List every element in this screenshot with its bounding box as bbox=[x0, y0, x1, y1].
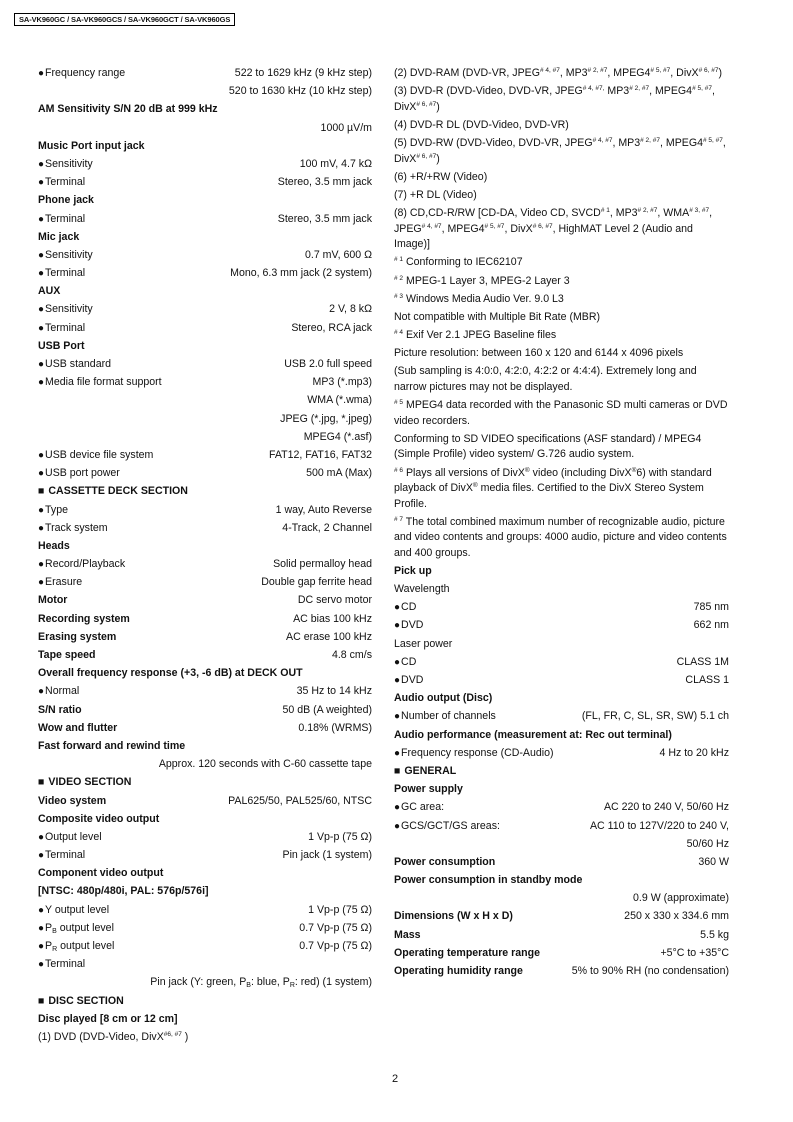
spec-value: CLASS 1 bbox=[685, 674, 729, 686]
spec-paragraph: (3) DVD-R (DVD-Video, DVD-VR, $JPEG^{\# 4, \#7,}$ $MP3^{\# 2, \#7}$, $MPEG4^{\# 5, \#7}$, DivX$^{\# 6, \#7}$) bbox=[394, 85, 715, 113]
spec-row bbox=[394, 655, 729, 671]
spec-label: Operating humidity range bbox=[394, 965, 523, 977]
section-heading bbox=[38, 775, 372, 791]
spec-label: ● Output level bbox=[38, 830, 102, 846]
spec-paragraph: $^{\# 4}$ Exif Ver 2.1 JPEG Baseline files bbox=[394, 329, 557, 342]
spec-value: AC bias 100 kHz bbox=[293, 612, 372, 625]
spec-paragraph: $^{\# 1}$ Conforming to IEC62107 bbox=[394, 256, 523, 269]
spec-value: Pin jack (1 system) bbox=[282, 849, 372, 862]
spec-row bbox=[38, 393, 372, 409]
spec-row bbox=[38, 84, 372, 100]
spec-heading: Phone jack bbox=[38, 194, 94, 207]
spec-label: ● Frequency response (CD-Audio) bbox=[394, 746, 554, 762]
spec-paragraph: (5) DVD-RW (DVD-Video, DVD-VR, $JPEG^{\# 4, \#7}$, $MP3^{\# 2, \#7}$, $MPEG4^{\# 5, \#7}$, DivX$^{\# 6, \#7}$) bbox=[394, 137, 726, 165]
spec-row bbox=[38, 794, 372, 810]
spec-paragraph: (4) DVD-R DL (DVD-Video, DVD-VR) bbox=[394, 118, 569, 131]
spec-label: ● Erasure bbox=[38, 575, 82, 591]
spec-label: ● Terminal bbox=[38, 175, 85, 191]
spec-row bbox=[394, 928, 729, 944]
spec-row bbox=[38, 175, 372, 191]
spec-heading: USB Port bbox=[38, 339, 85, 352]
spec-paragraph: Picture resolution: between 160 x 120 and 6144 x 4096 pixels bbox=[394, 347, 684, 360]
spec-value: AC erase 100 kHz bbox=[286, 630, 372, 643]
spec-value: Pin jack (Y: green, $P_B$: blue, $P_R$: red) (1 system) bbox=[150, 976, 372, 990]
spec-row bbox=[38, 302, 372, 318]
spec-row bbox=[394, 618, 729, 634]
spec-label: ● Terminal bbox=[38, 266, 85, 282]
spec-value: DC servo motor bbox=[297, 594, 372, 607]
spec-value: 520 to 1630 kHz (10 kHz step) bbox=[228, 85, 372, 98]
spec-value: 250 x 330 x 334.6 mm bbox=[624, 910, 729, 923]
spec-heading: Power supply bbox=[394, 783, 463, 796]
spec-label: Motor bbox=[38, 594, 68, 607]
spec-row bbox=[394, 891, 729, 907]
page-number: 2 bbox=[392, 1073, 399, 1085]
spec-row bbox=[38, 721, 372, 737]
spec-label: ● Type bbox=[38, 503, 68, 519]
spec-label: Dimensions (W x H x D) bbox=[394, 910, 513, 923]
spec-label: Video system bbox=[38, 794, 107, 807]
section-title: ■ DISC SECTION bbox=[38, 994, 124, 1010]
spec-row bbox=[394, 673, 729, 689]
spec-value: 4.8 cm/s bbox=[331, 649, 372, 661]
spec-paragraph: Wavelength bbox=[394, 583, 450, 596]
spec-value: 50 dB (A weighted) bbox=[282, 703, 372, 716]
section-title: ■ VIDEO SECTION bbox=[38, 775, 131, 791]
spec-value: AC 110 to 127V/220 to 240 V, bbox=[589, 819, 729, 832]
spec-row bbox=[38, 121, 372, 137]
spec-row bbox=[394, 946, 729, 962]
spec-value: Stereo, 3.5 mm jack bbox=[277, 176, 372, 189]
spec-heading: Heads bbox=[38, 539, 70, 552]
spec-row bbox=[38, 975, 372, 991]
spec-paragraph: $^{\# 5}$ MPEG4 data recorded with the Panasonic SD multi cameras or DVD video recorders. bbox=[394, 399, 728, 427]
spec-paragraph: (6) +R/+RW (Video) bbox=[394, 170, 488, 183]
spec-label: ● Media file format support bbox=[38, 375, 162, 391]
spec-label: ● Record/Playback bbox=[38, 557, 125, 573]
spec-paragraph: (Sub sampling is 4:0:0, 4:2:0, 4:2:2 or 4:4:4). Extremely long and narrow pictures may not be displayed. bbox=[394, 365, 697, 393]
spec-label: ● Terminal bbox=[38, 957, 85, 973]
spec-row bbox=[394, 600, 729, 616]
spec-heading: Fast forward and rewind time bbox=[38, 739, 186, 752]
spec-label: ● Track system bbox=[38, 521, 108, 537]
spec-value: 2 V, 8 kΩ bbox=[329, 303, 372, 316]
spec-value: 1 Vp-p (75 Ω) bbox=[308, 830, 372, 843]
spec-row bbox=[38, 612, 372, 628]
spec-label: Wow and flutter bbox=[38, 721, 118, 734]
spec-value: 4 Hz to 20 kHz bbox=[659, 746, 729, 759]
spec-heading: [NTSC: 480p/480i, PAL: 576p/576i] bbox=[38, 885, 209, 898]
spec-label: S/N ratio bbox=[38, 703, 82, 716]
spec-value: +5°C to +35°C bbox=[660, 946, 729, 959]
spec-row bbox=[394, 746, 729, 762]
spec-row bbox=[394, 855, 729, 871]
spec-paragraph: (7) +R DL (Video) bbox=[394, 188, 477, 201]
spec-row bbox=[38, 430, 372, 446]
spec-row bbox=[38, 593, 372, 609]
spec-row bbox=[38, 412, 372, 428]
spec-paragraph: Not compatible with Multiple Bit Rate (MBR) bbox=[394, 310, 601, 323]
spec-row bbox=[38, 648, 372, 664]
spec-row bbox=[38, 248, 372, 264]
spec-label: ● Frequency range bbox=[38, 66, 125, 82]
spec-paragraph: $^{\# 6}$ Plays all versions of DivX® video (including DivX®6) with standard playback of DivX® media files. Certified to the DivX Stereo System Profile. bbox=[394, 466, 712, 510]
spec-label: ● Sensitivity bbox=[38, 302, 93, 318]
spec-paragraph: (1) DVD (DVD-Video, DivX$^{\#6, \#7}$ ) bbox=[38, 1030, 189, 1043]
spec-value: 1 way, Auto Reverse bbox=[275, 503, 372, 516]
spec-row bbox=[38, 757, 372, 773]
spec-label: ● USB standard bbox=[38, 357, 111, 373]
spec-heading: Composite video output bbox=[38, 812, 160, 825]
spec-paragraph: (2) DVD-RAM (DVD-VR, $JPEG^{\# 4, \#7}$, $MP3^{\# 2, \#7}$, $MPEG4^{\# 5, \#7}$, DivX$^{\# 6, \#7}$) bbox=[394, 67, 722, 79]
spec-row bbox=[38, 830, 372, 846]
spec-heading: Audio performance (measurement at: Rec out terminal) bbox=[394, 728, 672, 741]
spec-value: 522 to 1629 kHz (9 kHz step) bbox=[234, 67, 372, 79]
spec-label: Operating temperature range bbox=[394, 946, 540, 959]
spec-row bbox=[38, 357, 372, 373]
spec-label: ● Terminal bbox=[38, 212, 85, 228]
spec-label: ● $P_B$ output level bbox=[38, 921, 114, 937]
spec-value: MP3 (*.mp3) bbox=[312, 376, 372, 389]
spec-value: 360 W bbox=[698, 855, 729, 868]
spec-label: ● Number of channels bbox=[394, 709, 496, 725]
spec-row bbox=[38, 157, 372, 173]
spec-label: ● DVD bbox=[394, 673, 423, 689]
spec-value: MPEG4 (*.asf) bbox=[303, 430, 372, 443]
spec-value: Solid permalloy head bbox=[273, 558, 372, 571]
spec-row bbox=[38, 557, 372, 573]
spec-row bbox=[38, 212, 372, 228]
spec-value: 0.7 Vp-p (75 Ω) bbox=[299, 921, 372, 934]
spec-row bbox=[38, 630, 372, 646]
spec-heading: AM Sensitivity S/N 20 dB at 999 kHz bbox=[38, 103, 218, 116]
section-title: ■ CASSETTE DECK SECTION bbox=[38, 484, 188, 500]
spec-heading: Overall frequency response (+3, -6 dB) at DECK OUT bbox=[38, 667, 303, 680]
spec-heading: Audio output (Disc) bbox=[394, 692, 493, 705]
spec-value: Stereo, RCA jack bbox=[291, 321, 372, 334]
spec-label: ● $P_R$ output level bbox=[38, 939, 114, 955]
spec-value: (FL, FR, C, SL, SR, SW) 5.1 ch bbox=[581, 710, 729, 723]
spec-value: USB 2.0 full speed bbox=[284, 358, 372, 370]
spec-value: CLASS 1M bbox=[676, 655, 729, 668]
spec-value: Stereo, 3.5 mm jack bbox=[277, 212, 372, 225]
section-title: ■ GENERAL bbox=[394, 764, 456, 780]
spec-row bbox=[394, 709, 729, 725]
spec-value: 5.5 kg bbox=[700, 928, 729, 941]
spec-row bbox=[38, 66, 372, 82]
spec-paragraph: Conforming to SD VIDEO specifications (ASF standard) / MPEG4 (Simple Profile) video system/ G.726 audio system. bbox=[394, 432, 702, 461]
spec-label: ● GC area: bbox=[394, 800, 444, 816]
spec-value: Approx. 120 seconds with C-60 cassette tape bbox=[158, 758, 372, 771]
spec-label: ● Terminal bbox=[38, 848, 85, 864]
spec-heading: Pick up bbox=[394, 564, 432, 577]
spec-value: WMA (*.wma) bbox=[307, 394, 372, 407]
spec-row bbox=[38, 848, 372, 864]
spec-label: Power consumption bbox=[394, 855, 496, 868]
spec-paragraph: Laser power bbox=[394, 637, 453, 650]
spec-row bbox=[38, 921, 372, 937]
spec-row bbox=[38, 321, 372, 337]
spec-label: ● Sensitivity bbox=[38, 157, 93, 173]
spec-heading: Disc played [8 cm or 12 cm] bbox=[38, 1012, 178, 1025]
spec-row bbox=[38, 521, 372, 537]
spec-value: Mono, 6.3 mm jack (2 system) bbox=[230, 267, 372, 280]
spec-row bbox=[38, 957, 372, 973]
spec-value: 662 nm bbox=[693, 619, 729, 632]
spec-heading: Music Port input jack bbox=[38, 139, 145, 152]
spec-label: ● USB port power bbox=[38, 466, 120, 482]
spec-row bbox=[38, 939, 372, 955]
spec-value: 35 Hz to 14 kHz bbox=[296, 685, 372, 698]
spec-value: FAT12, FAT16, FAT32 bbox=[268, 448, 372, 461]
spec-heading: AUX bbox=[38, 285, 61, 298]
section-heading bbox=[38, 484, 372, 500]
spec-label: ● CD bbox=[394, 655, 416, 671]
spec-value: Double gap ferrite head bbox=[261, 576, 372, 589]
spec-label: ● Normal bbox=[38, 684, 79, 700]
spec-value: 50/60 Hz bbox=[686, 837, 729, 850]
spec-label: ● CD bbox=[394, 600, 416, 616]
spec-label: ● USB device file system bbox=[38, 448, 153, 464]
spec-row bbox=[38, 503, 372, 519]
spec-row bbox=[394, 837, 729, 853]
spec-value: 785 nm bbox=[693, 601, 729, 614]
spec-row bbox=[394, 964, 729, 980]
spec-label: ● DVD bbox=[394, 618, 423, 634]
spec-value: 0.7 mV, 600 Ω bbox=[304, 248, 372, 261]
spec-row bbox=[38, 684, 372, 700]
spec-value: 1000 µV/m bbox=[320, 121, 372, 134]
spec-value: 0.9 W (approximate) bbox=[633, 892, 729, 905]
spec-value: PAL625/50, PAL525/60, NTSC bbox=[228, 794, 372, 807]
spec-value: AC 220 to 240 V, 50/60 Hz bbox=[603, 801, 729, 814]
spec-value: 100 mV, 4.7 kΩ bbox=[299, 157, 372, 170]
spec-label: Mass bbox=[394, 928, 421, 941]
spec-value: JPEG (*.jpg, *.jpeg) bbox=[280, 412, 372, 425]
spec-label: ● Sensitivity bbox=[38, 248, 93, 264]
spec-row bbox=[394, 909, 729, 925]
spec-paragraph: $^{\# 7}$ The total combined maximum number of recognizable audio, picture and video contents and groups: 4000 audio, picture and video contents and 400 groups. bbox=[394, 515, 727, 559]
spec-heading: Power consumption in standby mode bbox=[394, 874, 583, 887]
spec-label: Recording system bbox=[38, 612, 130, 625]
right-column bbox=[394, 66, 729, 982]
spec-row bbox=[38, 466, 372, 482]
spec-value: 5% to 90% RH (no condensation) bbox=[571, 965, 729, 977]
spec-label: ● GCS/GCT/GS areas: bbox=[394, 819, 500, 835]
spec-heading: Mic jack bbox=[38, 230, 80, 243]
spec-row bbox=[38, 448, 372, 464]
spec-row bbox=[38, 703, 372, 719]
section-heading bbox=[38, 994, 372, 1010]
spec-row bbox=[394, 800, 729, 816]
spec-label: ● Y output level bbox=[38, 903, 109, 919]
model-header: SA-VK960GC / SA-VK960GCS / SA-VK960GCT / SA-VK960GS bbox=[14, 13, 235, 26]
spec-row bbox=[394, 819, 729, 835]
left-column bbox=[38, 66, 372, 1048]
spec-paragraph: $^{\# 3}$ Windows Media Audio Ver. 9.0 L3 bbox=[394, 292, 564, 305]
spec-row bbox=[38, 903, 372, 919]
spec-label: Erasing system bbox=[38, 630, 117, 643]
spec-value: 0.18% (WRMS) bbox=[298, 721, 372, 734]
spec-heading: Component video output bbox=[38, 867, 164, 880]
spec-row bbox=[38, 575, 372, 591]
spec-label: Tape speed bbox=[38, 649, 96, 661]
spec-row bbox=[38, 375, 372, 391]
spec-paragraph: (8) CD,CD-R/RW [CD-DA, Video CD, SVCD$^{\# 1}$, $MP3^{\# 2, \#7}$, $WMA^{\# 3, \#7}$, $JPEG^{\# 4, \#7}$, $MPEG4^{\# 5, \#7}$, DivX$^{\# 6, \#7}$, HighMAT Level 2 (Audio and Image)] bbox=[394, 207, 713, 251]
spec-value: 4-Track, 2 Channel bbox=[282, 521, 372, 534]
section-heading bbox=[394, 764, 729, 780]
spec-value: 0.7 Vp-p (75 Ω) bbox=[299, 940, 372, 952]
spec-value: 1 Vp-p (75 Ω) bbox=[308, 903, 372, 916]
spec-label: ● Terminal bbox=[38, 321, 85, 337]
spec-row bbox=[38, 266, 372, 282]
spec-paragraph: $^{\# 2}$ MPEG-1 Layer 3, MPEG-2 Layer 3 bbox=[394, 274, 570, 287]
spec-value: 500 mA (Max) bbox=[306, 467, 372, 480]
